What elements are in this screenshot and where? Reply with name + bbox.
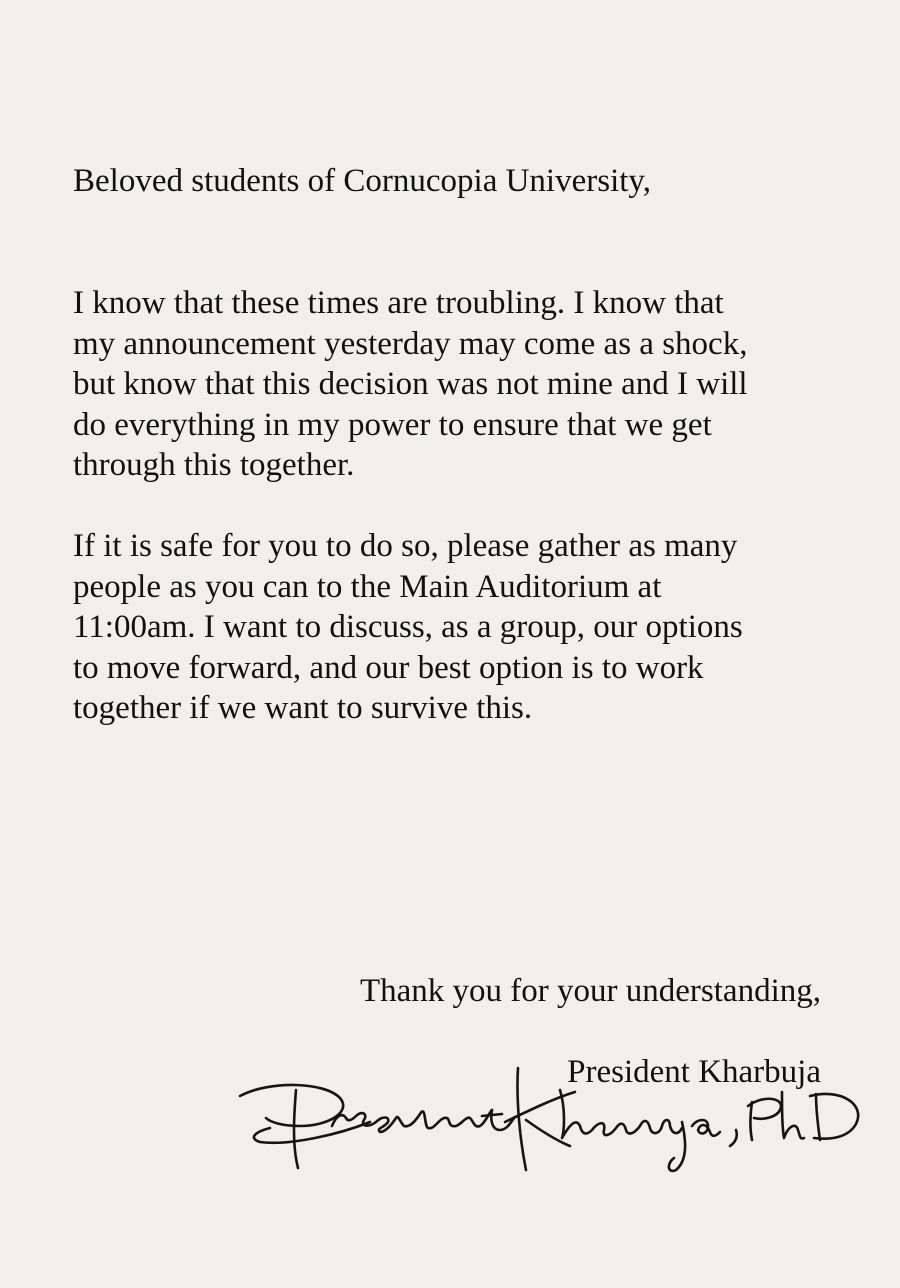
paragraph-line: 11:00am. I want to discuss, as a group, our options: [73, 609, 743, 645]
paragraph-line: do everything in my power to ensure that we get: [73, 406, 712, 443]
paragraph-2: [73, 526, 743, 729]
paragraph-line: through this together.: [73, 447, 355, 483]
paragraph-line: to move forward, and our best option is to work: [73, 649, 704, 686]
paragraph-1: [73, 283, 748, 486]
paragraph-line: my announcement yesterday may come as a shock,: [73, 325, 748, 362]
paragraph-line: people as you can to the Main Auditorium at: [73, 568, 662, 605]
paragraph-line: I know that these times are troubling. I know that: [73, 285, 724, 321]
salutation: Beloved students of Cornucopia University,: [73, 163, 652, 199]
closing-line: Thank you for your understanding,: [360, 973, 821, 1009]
handwritten-signature: [230, 1060, 870, 1190]
paragraph-line: together if we want to survive this.: [73, 690, 533, 726]
signer-name: President Kharbuja: [567, 1054, 821, 1090]
paragraph-line: If it is safe for you to do so, please gather as many: [73, 528, 738, 564]
paragraph-line: but know that this decision was not mine and I will: [73, 366, 748, 402]
